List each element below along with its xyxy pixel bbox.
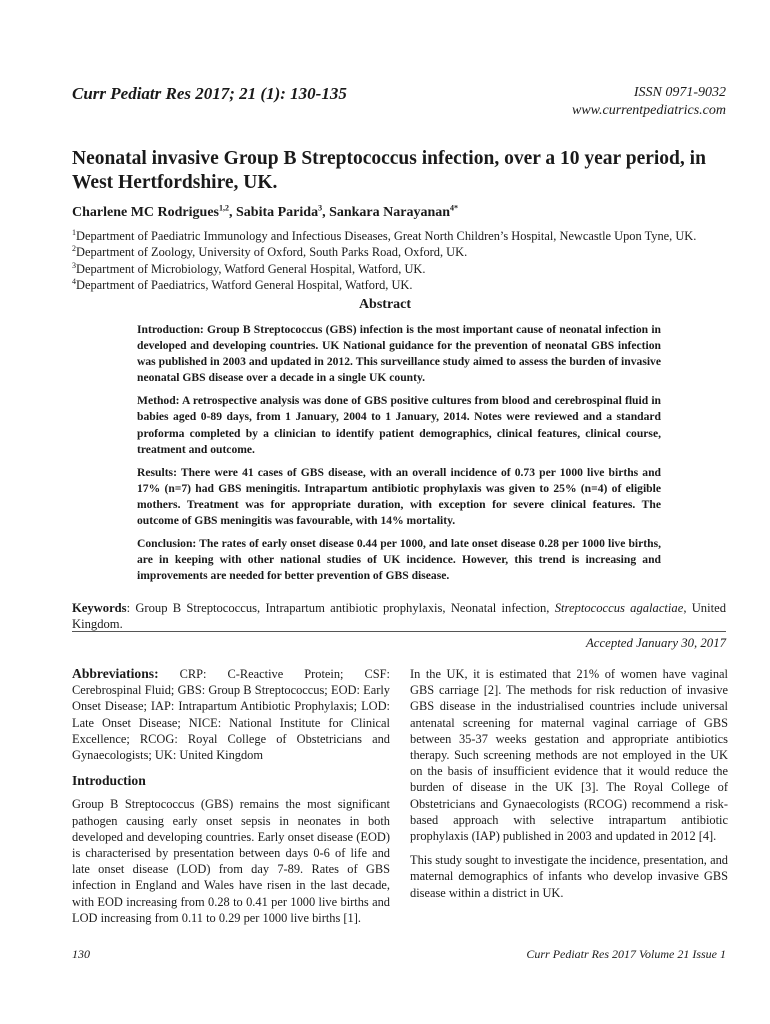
page-number: 130	[72, 947, 90, 961]
keywords-tail: , United Kingdom.	[72, 601, 726, 631]
journal-info	[572, 84, 726, 120]
abstract-results: Results: There were 41 cases of GBS disease, with an overall incidence of 0.73 per 1000 live births and 17% (n=7) had GBS meningitis. Intrapartum antibiotic prophylaxis was given to 25% (n=4) of eligible mothers. Treatment was for appropriate duration, with exception for severe clinical features. The outcome of GBS meningitis was favourable, with 14% mortality.	[137, 465, 661, 528]
author-list	[72, 205, 458, 221]
affiliation	[72, 261, 742, 277]
right-column	[410, 666, 728, 909]
author-separator: ,	[229, 205, 236, 220]
keywords-text: : Group B Streptococcus, Intrapartum antibiotic prophylaxis, Neonatal infection,	[126, 601, 555, 615]
author-affiliation-mark: 1,2	[219, 203, 229, 213]
journal-citation: Curr Pediatr Res 2017; 21 (1): 130-135	[72, 84, 347, 103]
keywords-italic: Streptococcus agalactiae	[554, 601, 684, 615]
abbreviations-text: CRP: C-Reactive Protein; CSF: Cerebrospinal Fluid; GBS: Group B Streptococcus; EOD: Early Onset Disease; IAP: Intrapartum Antibiotic Prophylaxis; LOD: Late Onset Disease; NICE: National Institute for Clinical Excellence; RCOG: Royal College of Obstetricians and Gynaecologists; UK: United Kingdom	[72, 667, 390, 763]
affiliation-list	[72, 228, 742, 294]
author-affiliation-mark: 3	[318, 203, 323, 213]
accepted-date: Accepted January 30, 2017	[585, 636, 726, 650]
introduction-heading: Introduction	[72, 773, 146, 789]
affiliation-text: Department of Paediatric Immunology and Infectious Diseases, Great North Children’s Hospital, Newcastle Upon Tyne, UK.	[76, 229, 697, 243]
article-title: Neonatal invasive Group B Streptococcus infection, over a 10 year period, in West Hertfordshire, UK.	[72, 148, 706, 193]
affiliation-number: 4	[72, 277, 76, 287]
abstract-introduction: Introduction: Group B Streptococcus (GBS) infection is the most important cause of neonatal infection in developed and developing countries. UK National guidance for the prevention of neonatal GBS infection was published in 2003 and updated in 2012. This surveillance study aimed to assess the burden of invasive neonatal GBS disease over a decade in a single UK county.	[137, 323, 661, 385]
keywords	[72, 600, 726, 632]
introduction-paragraph: Group B Streptococcus (GBS) remains the most significant pathogen causing early onset sepsis in neonates in both developed and developing countries. Early onset disease (EOD) is characterised by presentation between days 0-6 of life and late onset disease (LOD) from day 7-89. Rates of GBS infection in England and Wales have risen in the last decade, with EOD increasing from 0.28 to 0.41 per 1000 live births and LOD increasing from 0.11 to 0.29 per 1000 live births [1].	[72, 797, 390, 925]
body-paragraph: This study sought to investigate the incidence, presentation, and maternal demographics of infants who develop invasive GBS disease within a district in UK.	[410, 853, 728, 900]
abstract-body	[137, 322, 661, 591]
issn: ISSN 0971-9032	[633, 85, 726, 100]
author-name: Sankara Narayanan	[329, 205, 451, 220]
journal-website[interactable]: www.currentpediatrics.com	[572, 103, 726, 118]
affiliation	[72, 228, 742, 244]
affiliation-text: Department of Paediatrics, Watford General Hospital, Watford, UK.	[76, 278, 413, 293]
divider	[72, 631, 726, 632]
left-column	[72, 666, 390, 934]
footer-journal-issue: Curr Pediatr Res 2017 Volume 21 Issue 1	[526, 947, 726, 961]
affiliation-number: 2	[72, 244, 76, 254]
abstract-method: Method: A retrospective analysis was done of GBS positive cultures from blood and cerebrospinal fluid in babies aged 0-89 days, from 1 January, 2004 to 1 January, 2014. Notes were reviewed and a standard proforma completed by a clinician to identify patient demographics, clinical features, clinical course, treatment and outcome.	[137, 394, 661, 456]
abstract-heading: Abstract	[358, 297, 412, 312]
affiliation-text: Department of Microbiology, Watford General Hospital, Watford, UK.	[76, 261, 426, 276]
author-name: Sabita Parida	[236, 205, 319, 220]
author-separator: ,	[322, 205, 330, 220]
abbreviations	[72, 666, 390, 763]
affiliation	[72, 244, 742, 260]
author-name: Charlene MC Rodrigues	[72, 205, 219, 220]
affiliation-number: 1	[72, 227, 76, 237]
body-paragraph: In the UK, it is estimated that 21% of women have vaginal GBS carriage [2]. The methods for risk reduction of invasive GBS disease in the industrialised countries include universal antenatal screening for maternal vaginal carriage of GBS between 35-37 weeks gestation and appropriate antibiotics therapy. Such screening methods are not employed in the UK on the basis of insufficient evidence that it would reduce the burden of disease in the UK [3]. The Royal College of Obstetricians and Gynaecologists (RCOG) recommend a risk-based approach with selective intrapartum antibiotic prophylaxis (IAP) published in 2003 and updated in 2012 [4].	[410, 667, 728, 844]
abbreviations-label: Abbreviations:	[72, 666, 159, 681]
affiliation-text: Department of Zoology, University of Oxford, South Parks Road, Oxford, UK.	[76, 245, 468, 260]
affiliation	[72, 277, 742, 293]
author-affiliation-mark: 4*	[450, 203, 459, 213]
keywords-label: Keywords	[72, 601, 127, 615]
abstract-conclusion: Conclusion: The rates of early onset disease 0.44 per 1000, and late onset disease 0.28 per 1000 live births, are in keeping with other national studies of UK incidence. However, this trend is increasing and improvements are needed for better prevention of GBS disease.	[137, 537, 661, 583]
affiliation-number: 3	[72, 260, 76, 270]
